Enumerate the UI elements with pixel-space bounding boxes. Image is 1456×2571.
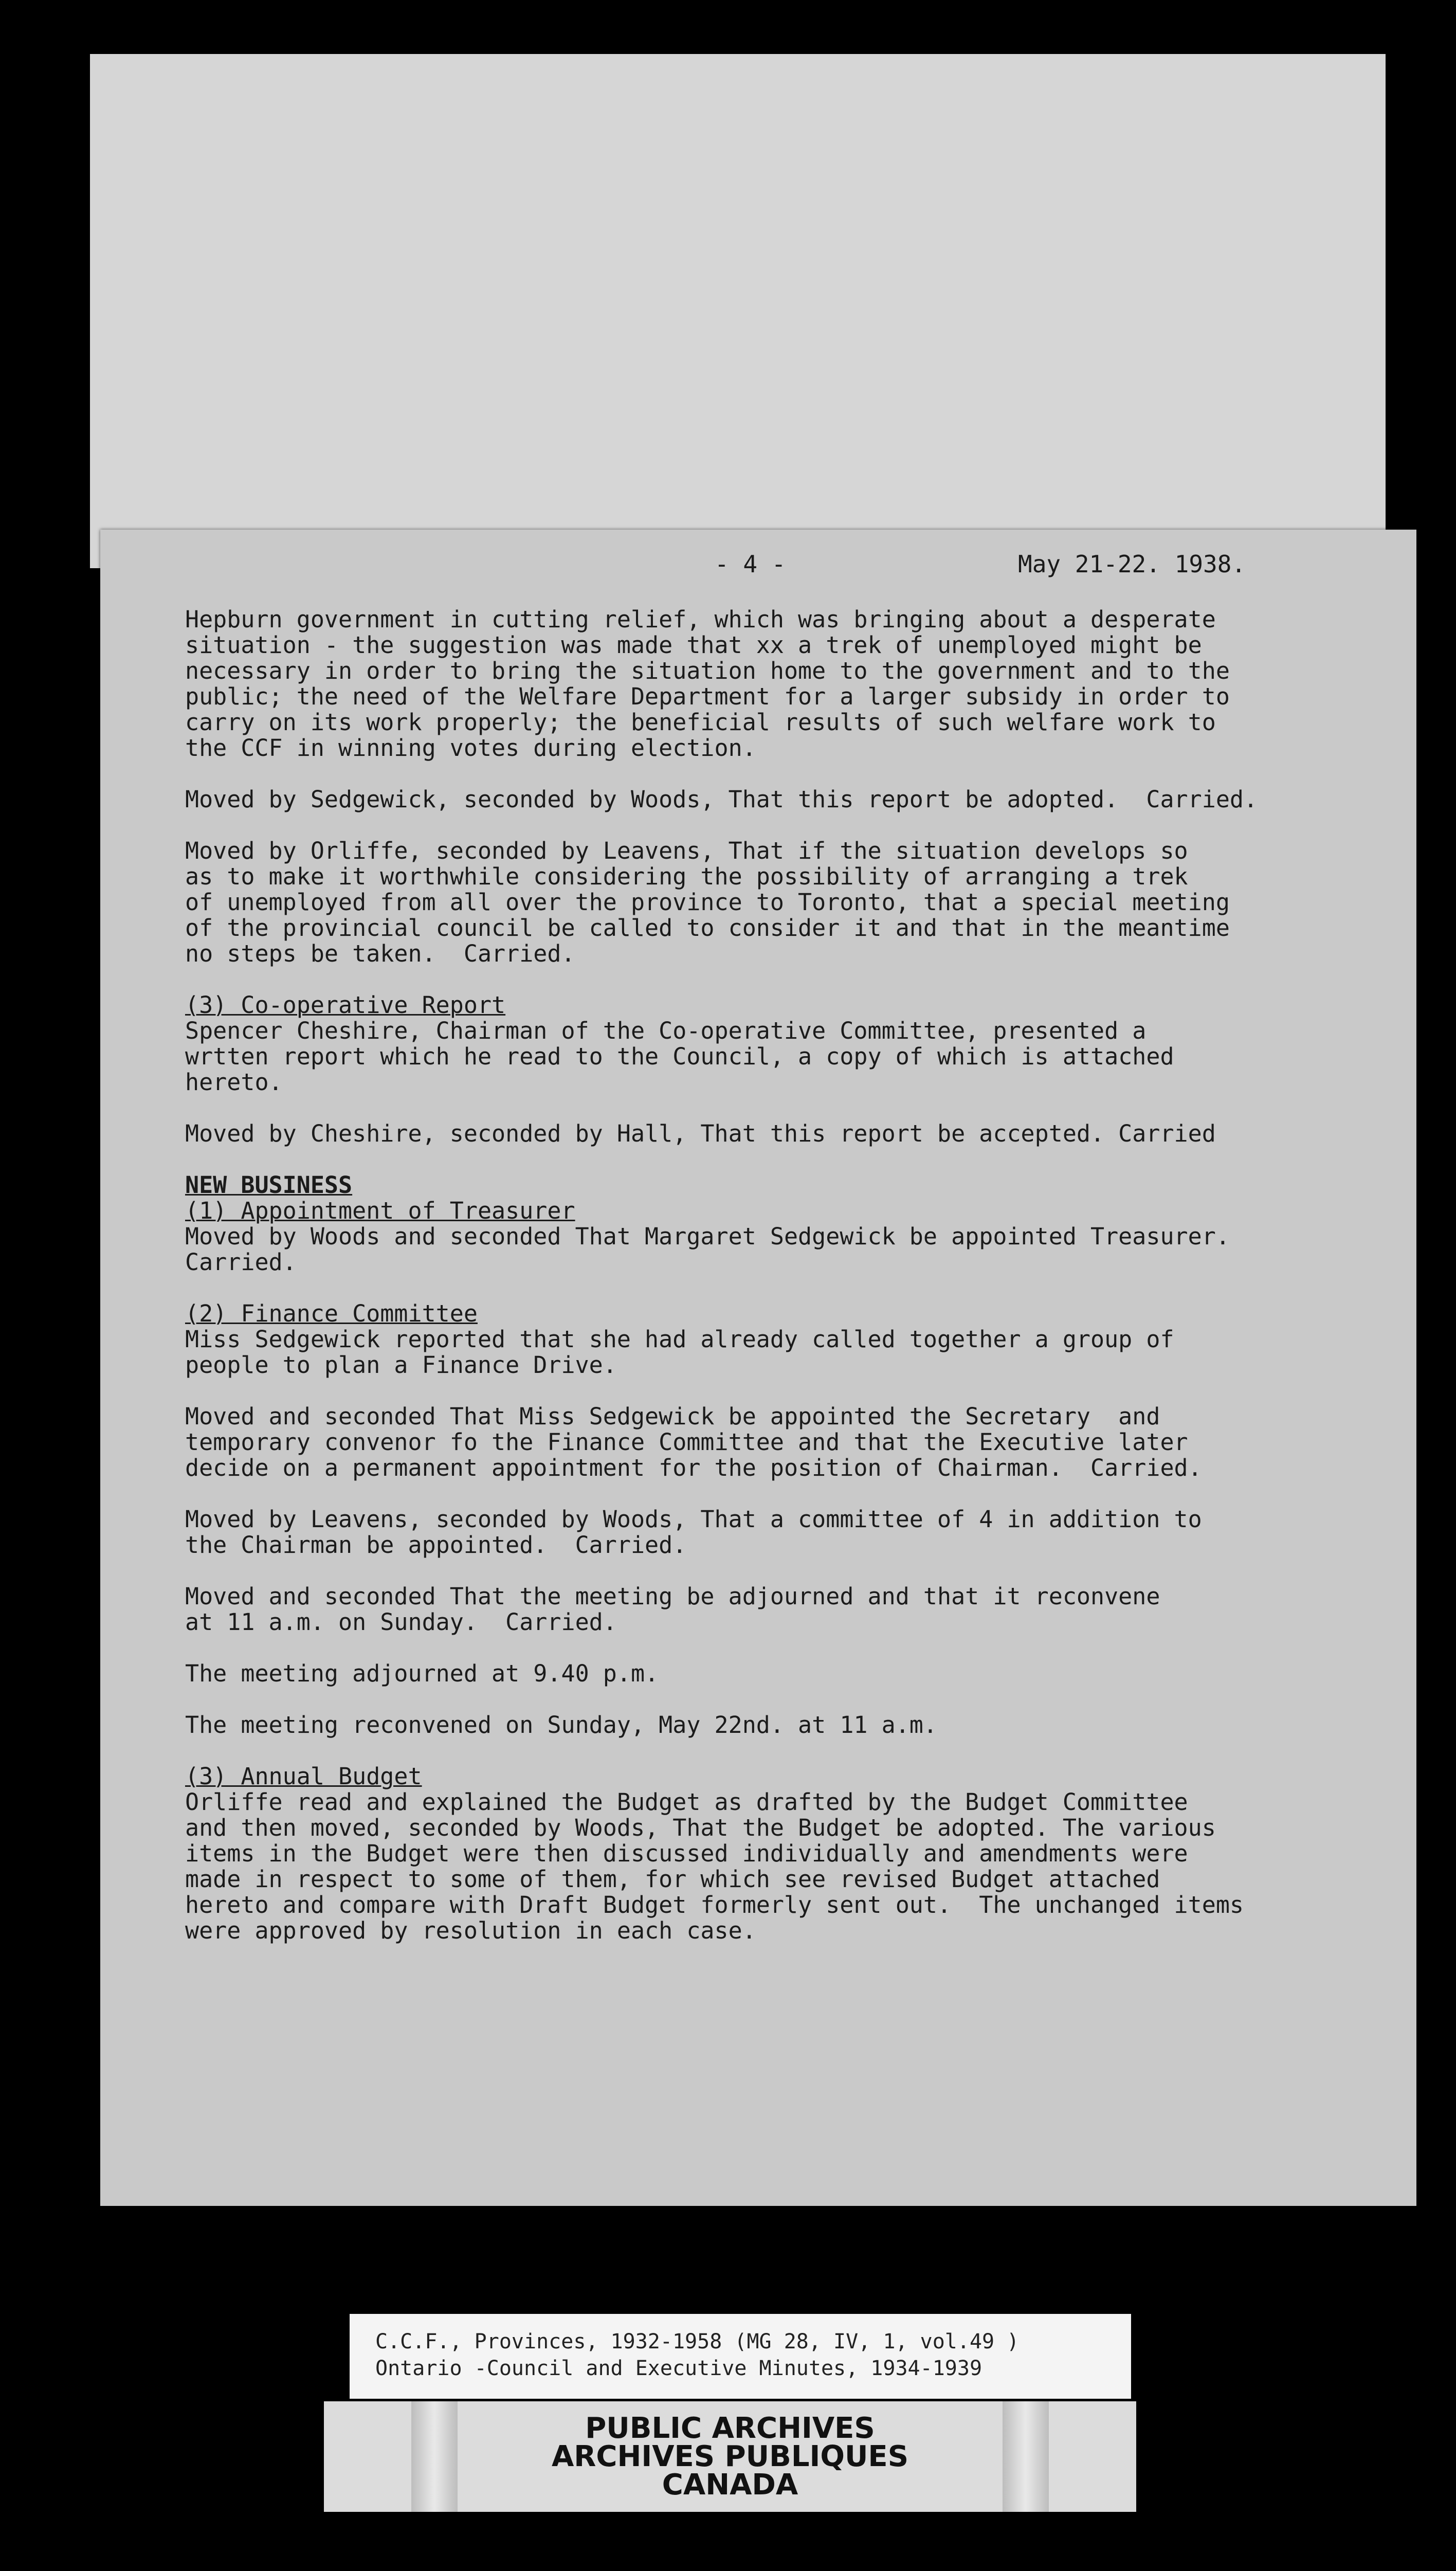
section-heading-new-business: NEW BUSINESS — [185, 1171, 353, 1199]
text-line: carry on its work properly; the beneficial results of such welfare work to — [185, 709, 1216, 736]
page-number: - 4 - — [715, 550, 786, 578]
reconvened-note: The meeting reconvened on Sunday, May 22nd. at 11 a.m. — [185, 1711, 937, 1739]
caption-line: C.C.F., Provinces, 1932-1958 (MG 28, IV, 1, vol.49 ) — [375, 2330, 1020, 2353]
page-date: May 21-22. 1938. — [1018, 550, 1246, 578]
text-line: public; the need of the Welfare Department for a larger subsidy in order to — [185, 683, 1230, 710]
caption-line: Ontario -Council and Executive Minutes, 1934-1939 — [375, 2357, 982, 2380]
motion-adopt-report: Moved by Sedgewick, seconded by Woods, That this report be adopted. Carried. — [185, 786, 1258, 813]
text-line: made in respect to some of them, for which see revised Budget attached — [185, 1866, 1160, 1893]
text-line: no steps be taken. Carried. — [185, 940, 575, 967]
section-heading-treasurer: (1) Appointment of Treasurer — [185, 1197, 575, 1224]
text-line: Moved by Orliffe, seconded by Leavens, That if the situation develops so — [185, 837, 1188, 864]
text-line: wrtten report which he read to the Council, a copy of which is attached — [185, 1043, 1174, 1070]
text-line: Hepburn government in cutting relief, which was bringing about a desperate — [185, 606, 1216, 633]
adjourned-note: The meeting adjourned at 9.40 p.m. — [185, 1660, 659, 1687]
archive-caption — [350, 2314, 1131, 2399]
text-line: the CCF in winning votes during election. — [185, 734, 756, 762]
section-heading-budget: (3) Annual Budget — [185, 1763, 422, 1790]
text-line: Moved and seconded That the meeting be adjourned and that it reconvene — [185, 1583, 1160, 1610]
text-line: of unemployed from all over the province to Toronto, that a special meeting — [185, 889, 1230, 916]
text-line: hereto and compare with Draft Budget formerly sent out. The unchanged items — [185, 1891, 1244, 1918]
stamp-line: ARCHIVES PUBLIQUES — [551, 2440, 909, 2473]
text-line: Moved and seconded That Miss Sedgewick be appointed the Secretary and — [185, 1403, 1160, 1430]
text-line: as to make it worthwhile considering the possibility of arranging a trek — [185, 863, 1188, 890]
stamp-line: PUBLIC ARCHIVES — [585, 2412, 875, 2445]
text-line: items in the Budget were then discussed individually and amendments were — [185, 1840, 1188, 1867]
document-page — [100, 530, 1416, 2206]
text-line: Spencer Cheshire, Chairman of the Co-operative Committee, presented a — [185, 1017, 1146, 1044]
motion-coop-report: Moved by Cheshire, seconded by Hall, That this report be accepted. Carried — [185, 1120, 1216, 1147]
back-sheet — [90, 54, 1386, 568]
text-line: decide on a permanent appointment for the position of Chairman. Carried. — [185, 1454, 1202, 1481]
text-line: and then moved, seconded by Woods, That the Budget be adopted. The various — [185, 1814, 1216, 1841]
text-line: Moved by Leavens, seconded by Woods, That a committee of 4 in addition to — [185, 1506, 1202, 1533]
text-line: people to plan a Finance Drive. — [185, 1351, 617, 1379]
text-line: at 11 a.m. on Sunday. Carried. — [185, 1608, 617, 1636]
text-line: Carried. — [185, 1248, 297, 1276]
text-line: Miss Sedgewick reported that she had already called together a group of — [185, 1326, 1174, 1353]
text-line: hereto. — [185, 1069, 283, 1096]
text-line: the Chairman be appointed. Carried. — [185, 1531, 687, 1559]
page-header — [100, 550, 1416, 581]
text-line: Orliffe read and explained the Budget as drafted by the Budget Committee — [185, 1788, 1188, 1816]
archives-stamp — [324, 2401, 1136, 2512]
text-line: Moved by Woods and seconded That Margaret Sedgewick be appointed Treasurer. — [185, 1223, 1230, 1250]
text-line: necessary in order to bring the situation home to the government and to the — [185, 657, 1230, 684]
minutes-body — [185, 607, 1409, 1944]
text-line: were approved by resolution in each case. — [185, 1917, 756, 1944]
text-line: situation - the suggestion was made that xx a trek of unemployed might be — [185, 631, 1202, 659]
section-heading-finance: (2) Finance Committee — [185, 1300, 478, 1327]
stamp-line: CANADA — [662, 2468, 798, 2502]
text-line: of the provincial council be called to consider it and that in the meantime — [185, 914, 1230, 942]
section-heading-coop: (3) Co-operative Report — [185, 991, 506, 1019]
text-line: temporary convenor fo the Finance Committee and that the Executive later — [185, 1428, 1188, 1456]
